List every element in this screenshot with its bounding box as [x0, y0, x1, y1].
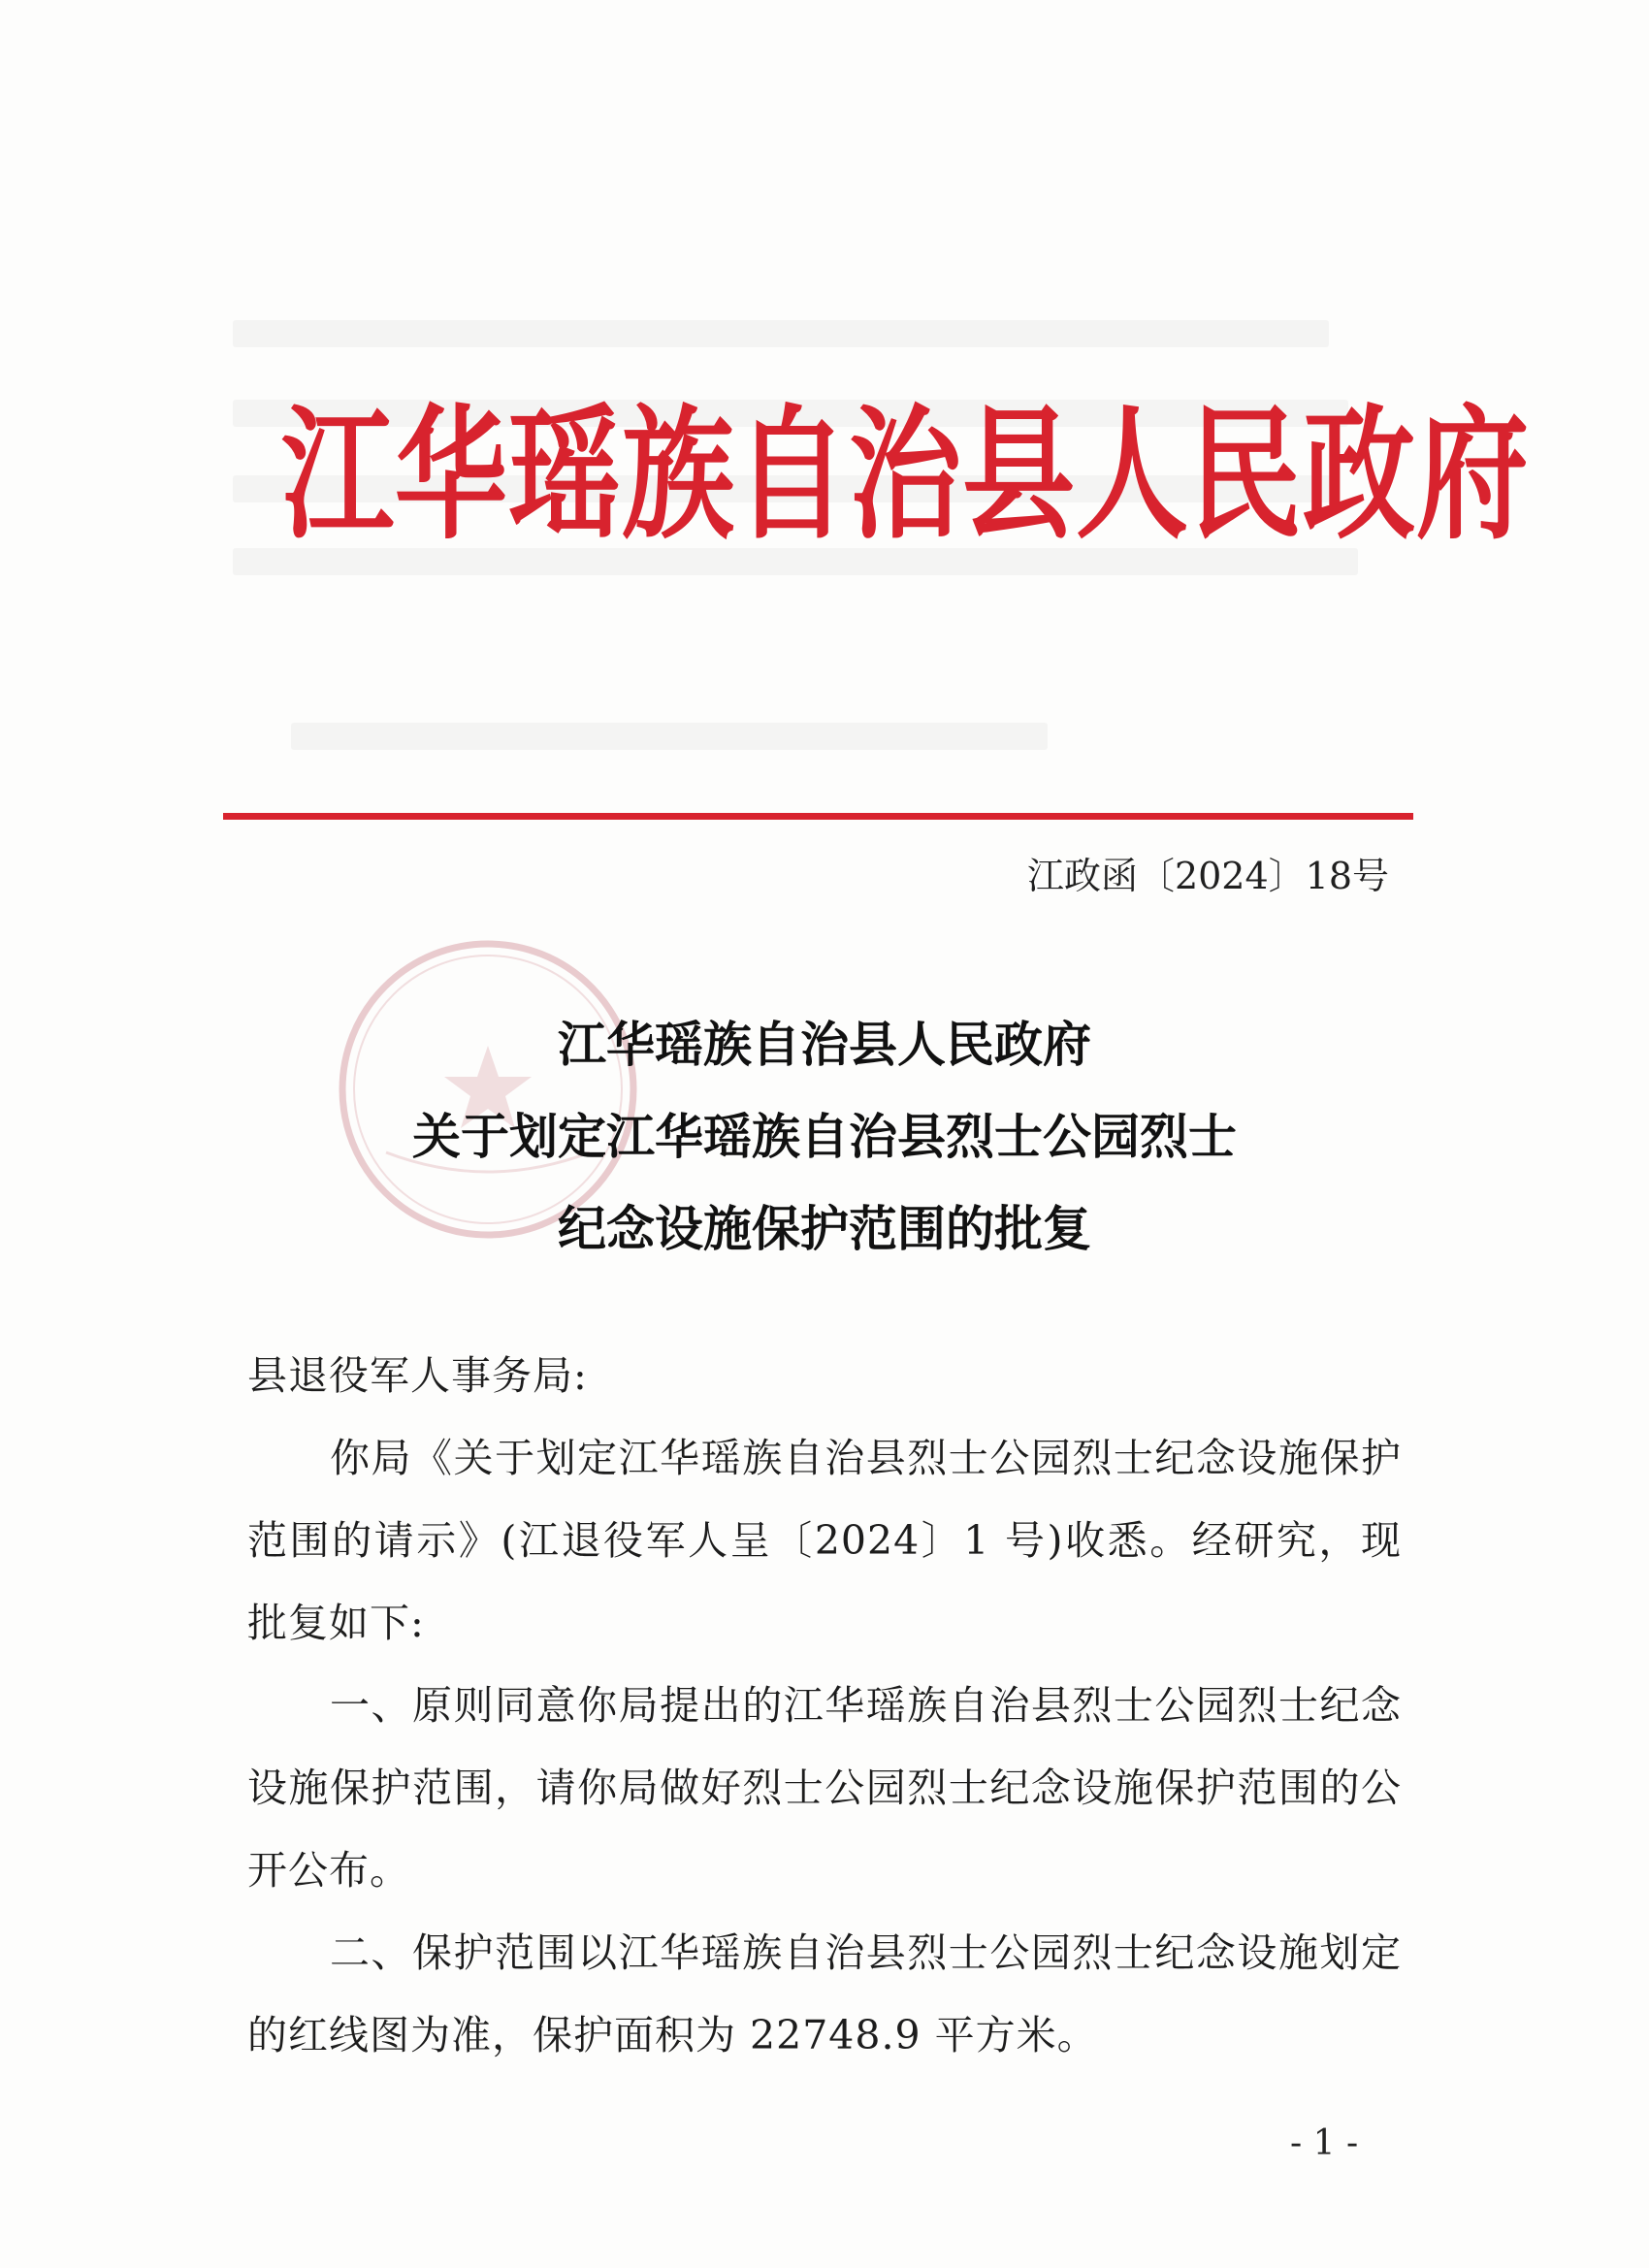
issuer-masthead: 江华瑶族自治县人民政府: [281, 391, 1530, 560]
body-paragraph: 一、原则同意你局提出的江华瑶族自治县烈士公园烈士纪念设施保护范围，请你局做好烈士公园烈士纪念设施保护范围的公开公布。: [247, 1682, 1402, 1894]
red-divider-rule: [223, 813, 1413, 820]
document-title: [242, 999, 1406, 1276]
body-paragraph: 你局《关于划定江华瑶族自治县烈士公园烈士纪念设施保护范围的请示》(江退役军人呈〔2024〕1 号)收悉。经研究，现批复如下:: [247, 1435, 1402, 1646]
document-body: [247, 1335, 1402, 2077]
document-number: 江政函〔2024〕18号: [1026, 855, 1389, 897]
title-line: 纪念设施保护范围的批复: [558, 1201, 1091, 1257]
reverse-bleed-line: [233, 320, 1329, 347]
page-number: - 1 -: [1290, 2123, 1359, 2163]
body-paragraph: 二、保护范围以江华瑶族自治县烈士公园烈士纪念设施划定的红线图为准，保护面积为 22748.9 平方米。: [247, 1929, 1402, 2058]
reverse-bleed-line: [291, 723, 1048, 750]
title-line: 江华瑶族自治县人民政府: [558, 1017, 1091, 1073]
salutation: 县退役军人事务局:: [247, 1352, 588, 1399]
title-line: 关于划定江华瑶族自治县烈士公园烈士: [412, 1109, 1237, 1165]
